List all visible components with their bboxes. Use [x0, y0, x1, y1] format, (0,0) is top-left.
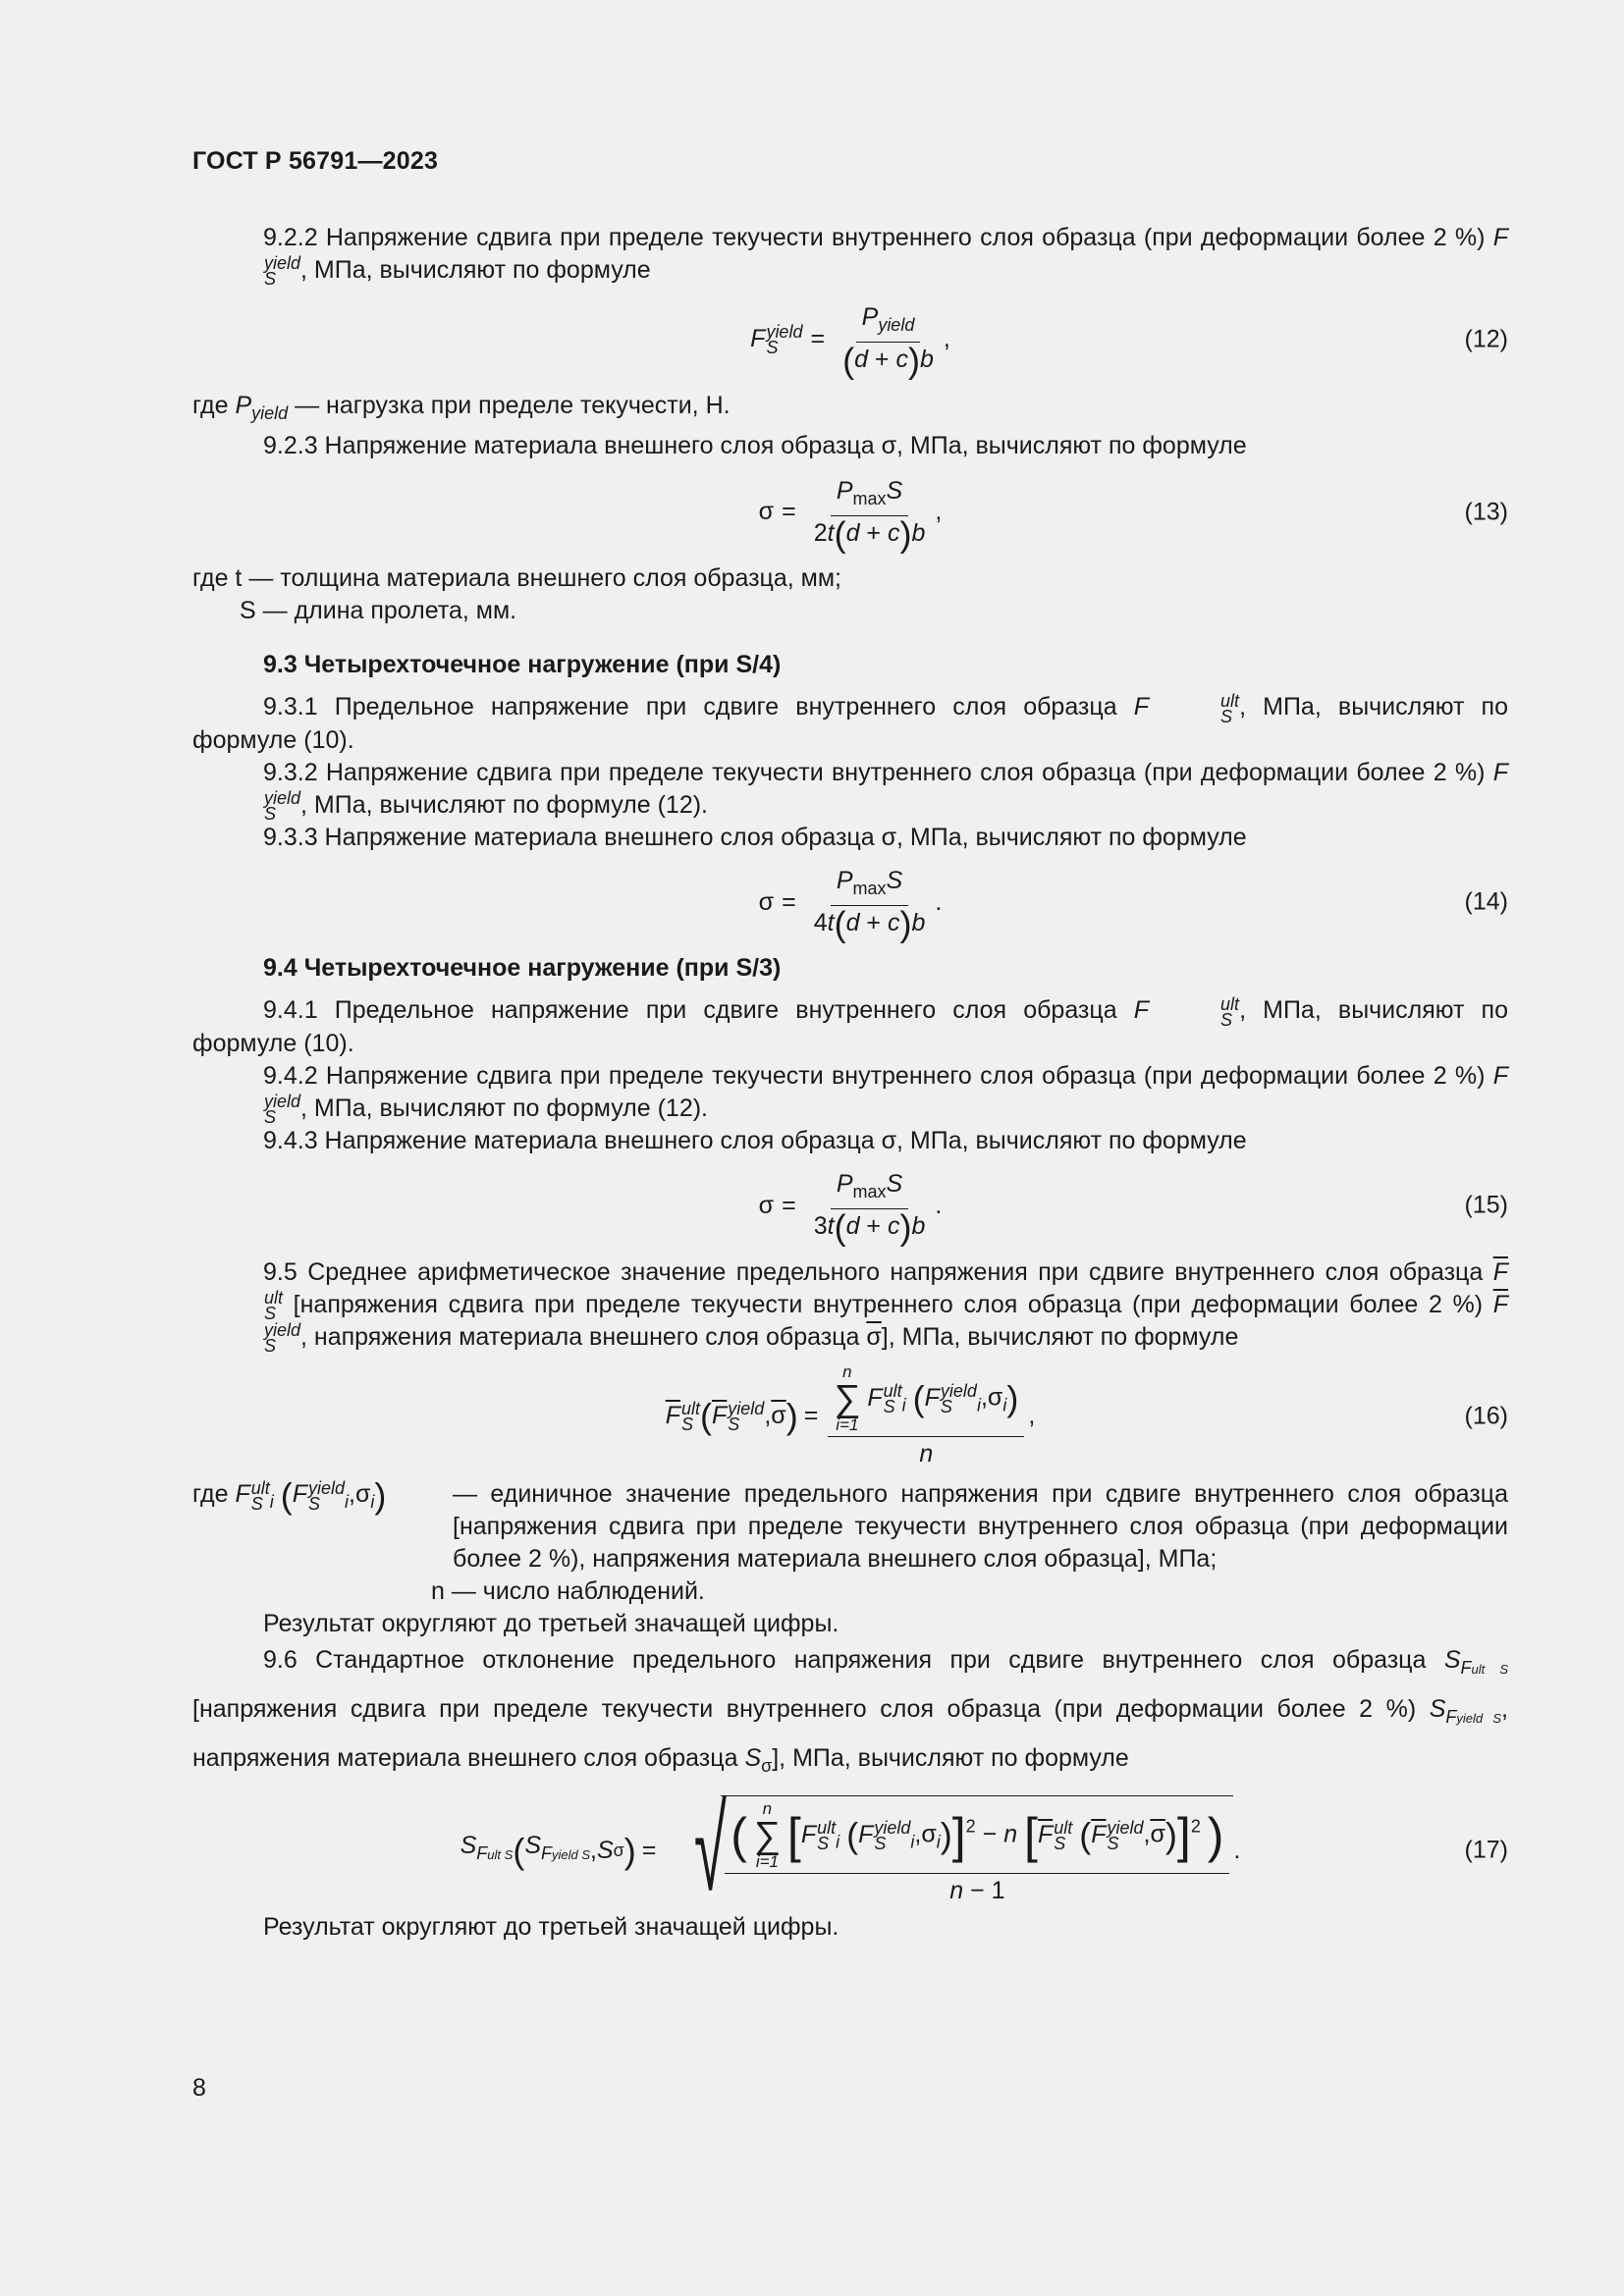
- heading-9-4: 9.4 Четырехточечное нагружение (при S/3): [263, 954, 782, 983]
- paragraph-9-6: 9.6 Стандартное отклонение предельного напряжения при сдвиге внутреннего слоя образца $S_{Fult S}$ [напряжения сдвига при пределе текучести внутреннего слоя образца (при деформации более 2 %) $S_{Fyield S}$, напряжения материала внешнего слоя образца $S_\sigma$], МПа, вычисляют по формуле: [192, 1646, 1508, 1777]
- rounding-note-1: Результат округляют до третьей значащей цифры.: [263, 1610, 839, 1638]
- equation-13-number: (13): [1464, 498, 1508, 526]
- paragraph-9-3-3: 9.3.3 Напряжение материала внешнего слоя образца σ, МПа, вычисляют по формуле: [263, 823, 1247, 851]
- where-s: S — длина пролета, мм.: [240, 597, 517, 625]
- paragraph-9-2-3: 9.2.3 Напряжение материала внешнего слоя образца σ, МПа, вычисляют по формуле: [263, 431, 1247, 459]
- fs-yield-symbol: F yield S: [264, 224, 1508, 290]
- equation-13: σ = $\frac{P_{max}S}{2t(d + c)b}$ , (13): [758, 476, 1508, 555]
- page-number: 8: [192, 2074, 206, 2102]
- where-p-yield: где $P_{yield}$ — нагрузка при пределе текучести, Н.: [192, 391, 731, 423]
- p922-text-b: , МПа, вычисляют по формуле: [300, 256, 651, 284]
- document-body: [192, 222, 1508, 1944]
- paragraph-9-4-3: 9.4.3 Напряжение материала внешнего слоя образца σ, МПа, вычисляют по формуле: [263, 1127, 1247, 1155]
- equation-17: $S_{Fult S}$ ( $S_{Fyield S}$ , S σ ) = √ ( n ∑ i=1 [F ult S $_i$ (F yield S $_i,\sigma_i)]^2 - n$ [$\overline{F}$ ult S ($\overline{F}$ yield S $,\overline{\sigma})]^2$ ) n − 1 . (17): [460, 1784, 1508, 1916]
- paragraph-9-4-1: 9.4.1 Предельное напряжение при сдвиге внутреннего слоя образца F ult S , МПа, вычисляют по формуле (10).: [192, 993, 1508, 1057]
- paragraph-9-2-2: [192, 222, 1508, 290]
- equation-12: F yield S = $\frac{P_{yield}}{(d + c)b}$ , (12): [750, 303, 1508, 381]
- where-t: где t — толщина материала внешнего слоя образца, мм;: [192, 564, 841, 593]
- where-n: n — число наблюдений.: [431, 1577, 705, 1606]
- equation-15: σ = $\frac{P_{max}S}{3t(d + c)b}$ . (15): [758, 1170, 1508, 1248]
- paragraph-9-3-2: 9.3.2 Напряжение сдвига при пределе текучести внутреннего слоя образца (при деформации более 2 %) F yield S , МПа, вычисляют по формуле (12).: [263, 758, 1508, 824]
- document-header: ГОСТ Р 56791—2023: [192, 147, 439, 175]
- paragraph-9-3-1: 9.3.1 Предельное напряжение при сдвиге внутреннего слоя образца F ult S , МПа, вычисляют по формуле (10).: [192, 690, 1508, 754]
- equation-17-number: (17): [1464, 1836, 1508, 1864]
- paragraph-9-4-2: 9.4.2 Напряжение сдвига при пределе текучести внутреннего слоя образца (при деформации более 2 %) F yield S , МПа, вычисляют по формуле (12).: [263, 1061, 1508, 1128]
- heading-9-3: 9.3 Четырехточечное нагружение (при S/4): [263, 651, 782, 679]
- equation-12-number: (12): [1464, 325, 1508, 353]
- where-16-definition: где F ult S $_i$ (F yield S $_i,\sigma_i$) — единичное значение предельного напряжения при сдвиге внутреннего слоя образца [напряжения сдвига при пределе текучести внутреннего слоя образца (при деформации более 2 %), напряжения материала внешнего слоя образца], МПа;: [192, 1475, 1508, 1574]
- equation-16: $\overline{F}$ ult S ( $\overline{F}$ yield S , $\overline{\sigma}$ ) = n ∑ i=1 F ult S $_i$ (F yield S $_i,\sigma_i$) n , (16): [665, 1362, 1508, 1468]
- equation-14-number: (14): [1464, 887, 1508, 916]
- p922-text-a: 9.2.2 Напряжение сдвига при пределе текучести внутреннего слоя образца (при деформации более 2 %): [263, 224, 1493, 251]
- rounding-note-2: Результат округляют до третьей значащей цифры.: [263, 1913, 839, 1942]
- equation-14: σ = $\frac{P_{max}S}{4t(d + c)b}$ . (14): [758, 866, 1508, 944]
- equation-16-number: (16): [1464, 1402, 1508, 1430]
- paragraph-9-5: 9.5 Среднее арифметическое значение предельного напряжения при сдвиге внутреннего слоя образца $\overline{F}$ ult S [напряжения сдвига при пределе текучести внутреннего слоя образца (при деформации более 2 %) $\overline{F}$ yield S , напряжения материала внешнего слоя образца $\overline{\sigma}$], МПа, вычисляют по формуле: [263, 1257, 1508, 1357]
- equation-15-number: (15): [1464, 1191, 1508, 1219]
